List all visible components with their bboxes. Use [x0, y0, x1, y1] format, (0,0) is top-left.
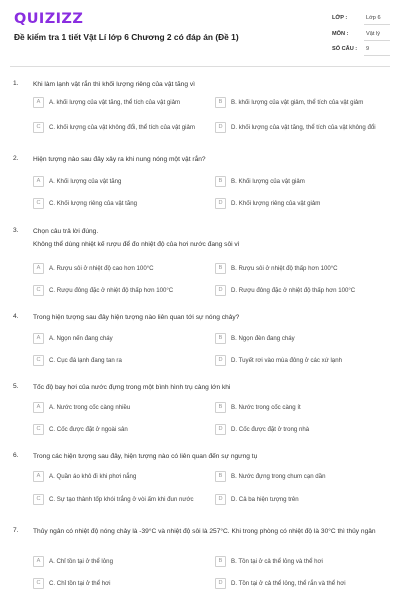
option-letter-box: C [33, 424, 44, 435]
option-text: D. Tồn tại ở cả thể lỏng, thể rắn và thể hơi [231, 580, 346, 587]
option-text: D. khối lượng của vật tăng, thể tích của vật không đổi [231, 124, 376, 131]
meta-value: Lớp 6 [366, 15, 381, 21]
worksheet-title: Đề kiểm tra 1 tiết Vật Lí lớp 6 Chương 2 có đáp án (Đề 1) [14, 32, 239, 42]
question-text: Thủy ngân có nhiệt độ nóng chảy là -39°C và nhiệt độ sôi là 257°C. Khi trong phòng có nhiệt độ là 30°C thì thủy ngân [33, 528, 376, 535]
question-number: 6. [13, 452, 19, 459]
meta-question-count [332, 43, 390, 56]
meta-subject [332, 28, 390, 41]
option-text: B. Tồn tại ở cả thể lỏng và thể hơi [231, 558, 323, 565]
option-letter-box: B [215, 263, 226, 274]
option-text: D. Khối lượng riêng của vật giảm [231, 200, 321, 207]
option-letter-box: D [215, 122, 226, 133]
option-text: C. Sự tạo thành tốp khói trắng ở vòi ấm khi đun nước [49, 496, 194, 503]
option-text: D. Cả ba hiện tượng trên [231, 496, 299, 503]
question-number: 4. [13, 313, 19, 320]
question-number: 7. [13, 527, 19, 534]
option-letter-box: A [33, 556, 44, 567]
option-letter-box: B [215, 471, 226, 482]
option-letter-box: C [33, 494, 44, 505]
option-letter-box: A [33, 263, 44, 274]
option-text: A. Rượu sôi ở nhiệt độ cao hơn 100°C [49, 265, 154, 272]
option-letter-box: C [33, 198, 44, 209]
option-letter-box: D [215, 578, 226, 589]
option-letter-box: C [33, 355, 44, 366]
option-letter-box: A [33, 176, 44, 187]
option-letter-box: B [215, 176, 226, 187]
meta-underline [364, 55, 390, 56]
option-letter-box: C [33, 285, 44, 296]
meta-label: SỐ CÂU : [332, 46, 358, 52]
option-letter-box: B [215, 556, 226, 567]
option-text: A. khối lượng của vật tăng, thể tích của vật giảm [49, 99, 181, 106]
option-letter-box: D [215, 285, 226, 296]
question-text: Hiện tượng nào sau đây xảy ra khi nung nóng một vật rắn? [33, 156, 206, 163]
option-letter-box: B [215, 97, 226, 108]
option-text: D. Tuyết rơi vào mùa đông ở các xứ lạnh [231, 357, 342, 364]
option-letter-box: D [215, 424, 226, 435]
option-text: A. Khối lượng của vật tăng [49, 178, 122, 185]
header-divider [10, 66, 390, 67]
option-text: D. Rượu đông đặc ở nhiệt độ thấp hơn 100°C [231, 287, 356, 294]
meta-value: Vật lý [366, 31, 380, 37]
option-text: C. Cốc được đặt ở ngoài sân [49, 426, 128, 433]
option-text: A. Chỉ tồn tại ở thể lỏng [49, 558, 113, 565]
quizizz-logo: QUIZIZZ [14, 11, 84, 27]
question-text: Trong các hiện tượng sau đây, hiện tượng nào có liên quan đến sự ngưng tụ [33, 453, 258, 460]
option-text: B. Rượu sôi ở nhiệt độ thấp hơn 100°C [231, 265, 338, 272]
option-text: C. Cục đá lạnh đang tan ra [49, 357, 122, 364]
question-number: 1. [13, 80, 19, 87]
option-text: B. Khối lượng của vật giảm [231, 178, 305, 185]
question-subtext: Không thể dùng nhiệt kế rượu để đo nhiệt độ của hơi nước đang sôi vì [33, 241, 240, 248]
option-text: B. khối lượng của vật giảm, thể tích của vật giảm [231, 99, 364, 106]
option-letter-box: D [215, 198, 226, 209]
question-text: Trong hiện tượng sau đây hiện tượng nào liên quan tới sự nóng chảy? [33, 314, 240, 321]
option-letter-box: D [215, 355, 226, 366]
question-number: 2. [13, 155, 19, 162]
option-letter-box: A [33, 402, 44, 413]
option-text: A. Nước trong cốc càng nhiều [49, 404, 131, 411]
meta-label: LỚP : [332, 15, 348, 21]
option-letter-box: C [33, 578, 44, 589]
worksheet-header [0, 0, 400, 66]
option-letter-box: A [33, 471, 44, 482]
option-text: D. Cốc được đặt ở trong nhà [231, 426, 310, 433]
option-letter-box: B [215, 333, 226, 344]
option-text: A. Ngọn nến đang cháy [49, 335, 113, 342]
meta-underline [364, 40, 390, 41]
option-letter-box: B [215, 402, 226, 413]
meta-value: 9 [366, 46, 370, 52]
question-number: 5. [13, 383, 19, 390]
option-letter-box: D [215, 494, 226, 505]
option-letter-box: C [33, 122, 44, 133]
question-text: Tốc độ bay hơi của nước đựng trong một bình hình trụ càng lớn khi [33, 384, 231, 391]
option-text: A. Quần áo khô đi khi phơi nắng [49, 473, 137, 480]
meta-class [332, 12, 390, 25]
option-text: B. Ngọn đèn đang cháy [231, 335, 295, 342]
option-text: C. Rượu đông đặc ở nhiệt độ thấp hơn 100°C [49, 287, 174, 294]
question-text: Khi làm lạnh vật rắn thì khối lượng riêng của vật tăng vì [33, 81, 195, 88]
question-text: Chọn câu trả lời đúng. [33, 228, 99, 235]
meta-label: MÔN : [332, 31, 349, 37]
meta-underline [364, 24, 390, 25]
option-text: B. Nước trong cốc càng ít [231, 404, 301, 411]
option-letter-box: A [33, 333, 44, 344]
option-text: C. Khối lượng riêng của vật tăng [49, 200, 138, 207]
option-text: C. Chỉ tồn tại ở thể hơi [49, 580, 111, 587]
option-text: C. khối lượng của vật không đổi, thể tích của vật giảm [49, 124, 195, 131]
question-number: 3. [13, 227, 19, 234]
option-letter-box: A [33, 97, 44, 108]
option-text: B. Nước đựng trong chum cạn dần [231, 473, 326, 480]
